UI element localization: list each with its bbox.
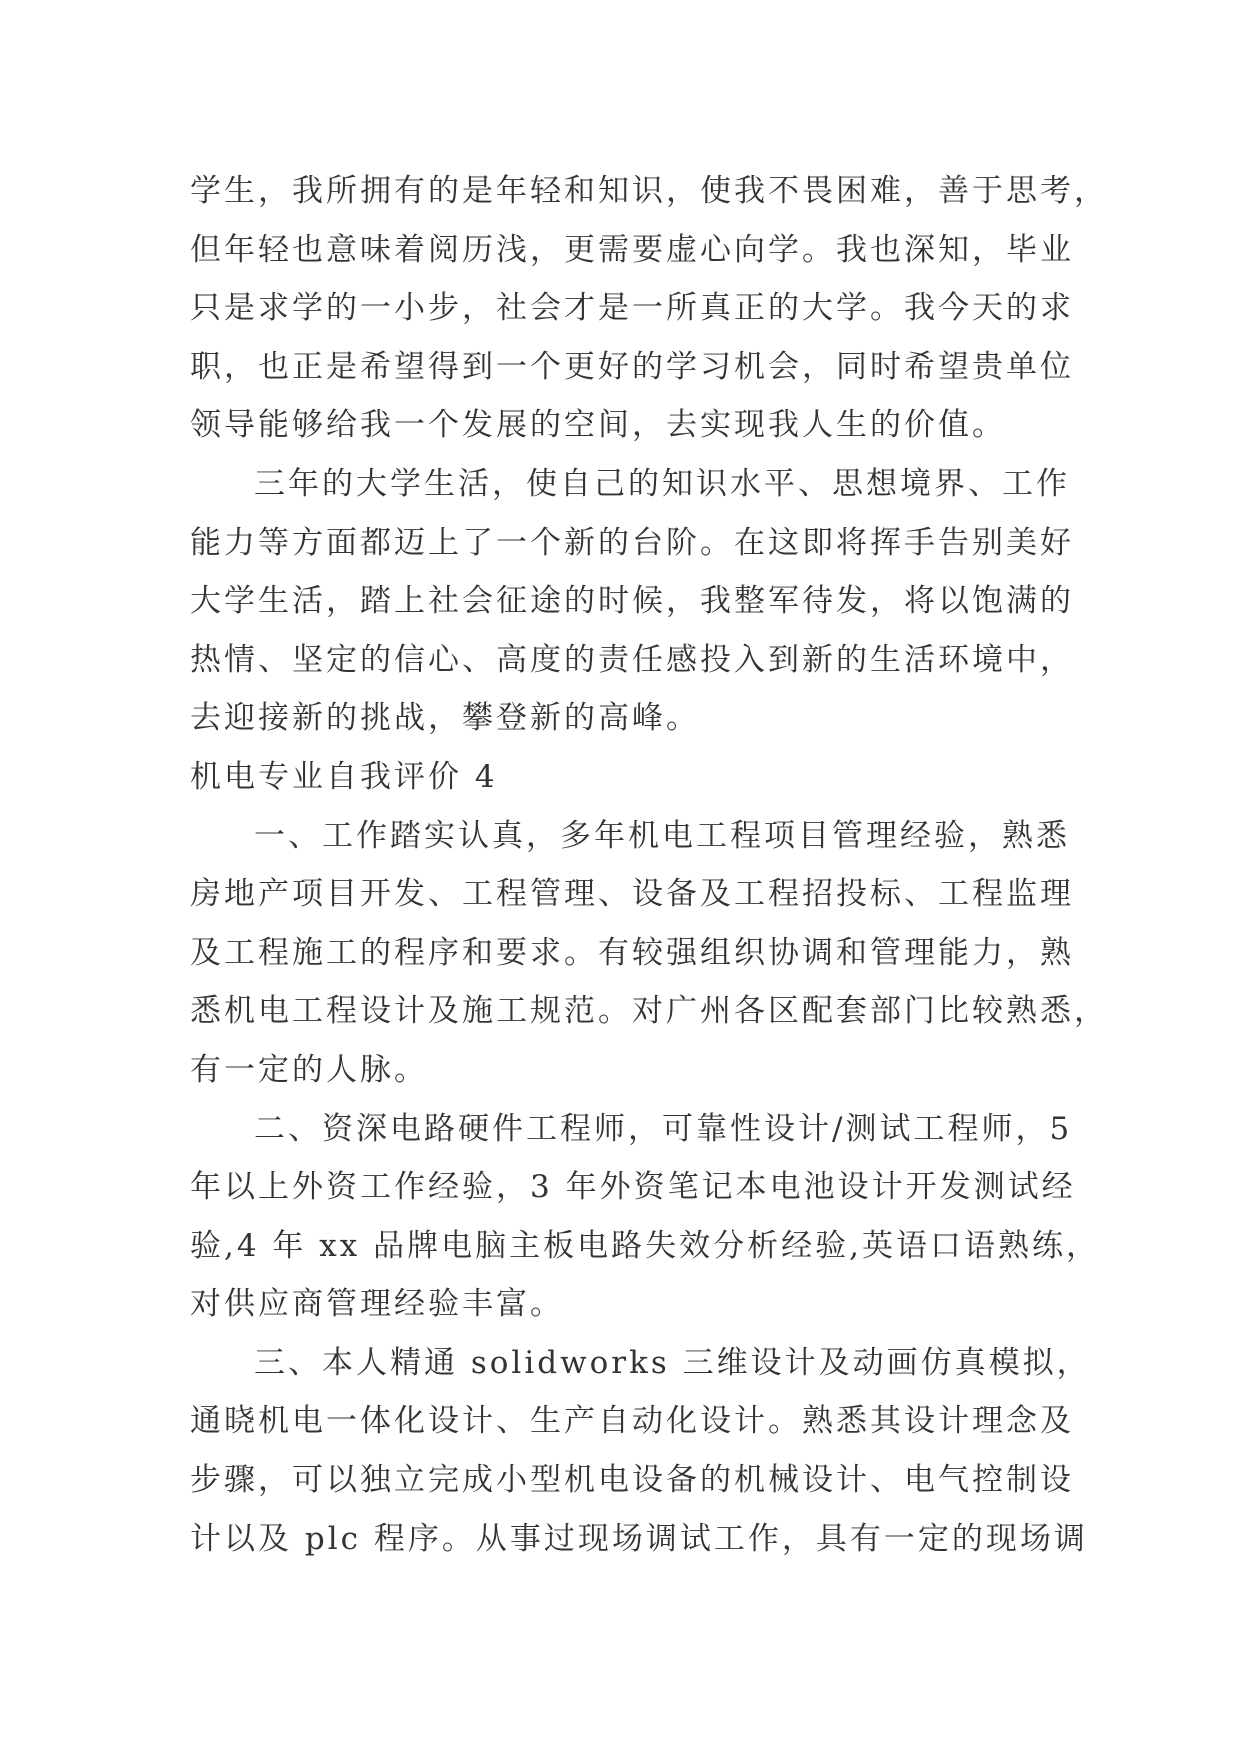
paragraph-first-line: 二、资深电路硬件工程师，可靠性设计/测试工程师，5 (254, 1110, 1073, 1147)
paragraph-first-line: 一、工作踏实认真，多年机电工程项目管理经验，熟悉 (254, 817, 1070, 854)
text-line: 步骤，可以独立完成小型机电设备的机械设计、电气控制设 (190, 1462, 1074, 1499)
text-line: 热情、坚定的信心、高度的责任感投入到新的生活环境中， (190, 641, 1074, 678)
section-heading: 机电专业自我评价 4 (190, 758, 498, 795)
text-line: 但年轻也意味着阅历浅，更需要虚心向学。我也深知，毕业 (190, 231, 1074, 268)
text-line: 只是求学的一小步，社会才是一所真正的大学。我今天的求 (190, 290, 1074, 327)
text-line: 对供应商管理经验丰富。 (190, 1286, 564, 1323)
text-line: 通晓机电一体化设计、生产自动化设计。熟悉其设计理念及 (190, 1403, 1074, 1440)
paragraph-first-line: 三、本人精通 solidworks 三维设计及动画仿真模拟， (254, 1344, 1091, 1381)
text-line: 及工程施工的程序和要求。有较强组织协调和管理能力，熟 (190, 934, 1074, 971)
text-line: 学生，我所拥有的是年轻和知识，使我不畏困难，善于思考， (190, 173, 1108, 209)
text-line: 领导能够给我一个发展的空间，去实现我人生的价值。 (190, 407, 1006, 444)
text-line: 能力等方面都迈上了一个新的台阶。在这即将挥手告别美好 (190, 524, 1074, 561)
text-line: 计以及 plc 程序。从事过现场调试工作，具有一定的现场调 (190, 1520, 1088, 1557)
text-line: 悉机电工程设计及施工规范。对广州各区配套部门比较熟悉， (190, 993, 1108, 1030)
text-line: 年以上外资工作经验，3 年外资笔记本电池设计开发测试经 (190, 1169, 1076, 1206)
text-line: 有一定的人脉。 (190, 1051, 428, 1088)
text-line: 职，也正是希望得到一个更好的学习机会，同时希望贵单位 (190, 348, 1074, 385)
text-line: 房地产项目开发、工程管理、设备及工程招投标、工程监理 (190, 876, 1074, 913)
text-line: 去迎接新的挑战，攀登新的高峰。 (190, 700, 700, 737)
text-line: 验,4 年 xx 品牌电脑主板电路失效分析经验,英语口语熟练， (190, 1227, 1100, 1264)
document-body (190, 162, 1108, 1568)
text-line: 大学生活，踏上社会征途的时候，我整军待发，将以饱满的 (190, 583, 1074, 620)
paragraph-first-line: 三年的大学生活，使自己的知识水平、思想境界、工作 (254, 465, 1070, 502)
